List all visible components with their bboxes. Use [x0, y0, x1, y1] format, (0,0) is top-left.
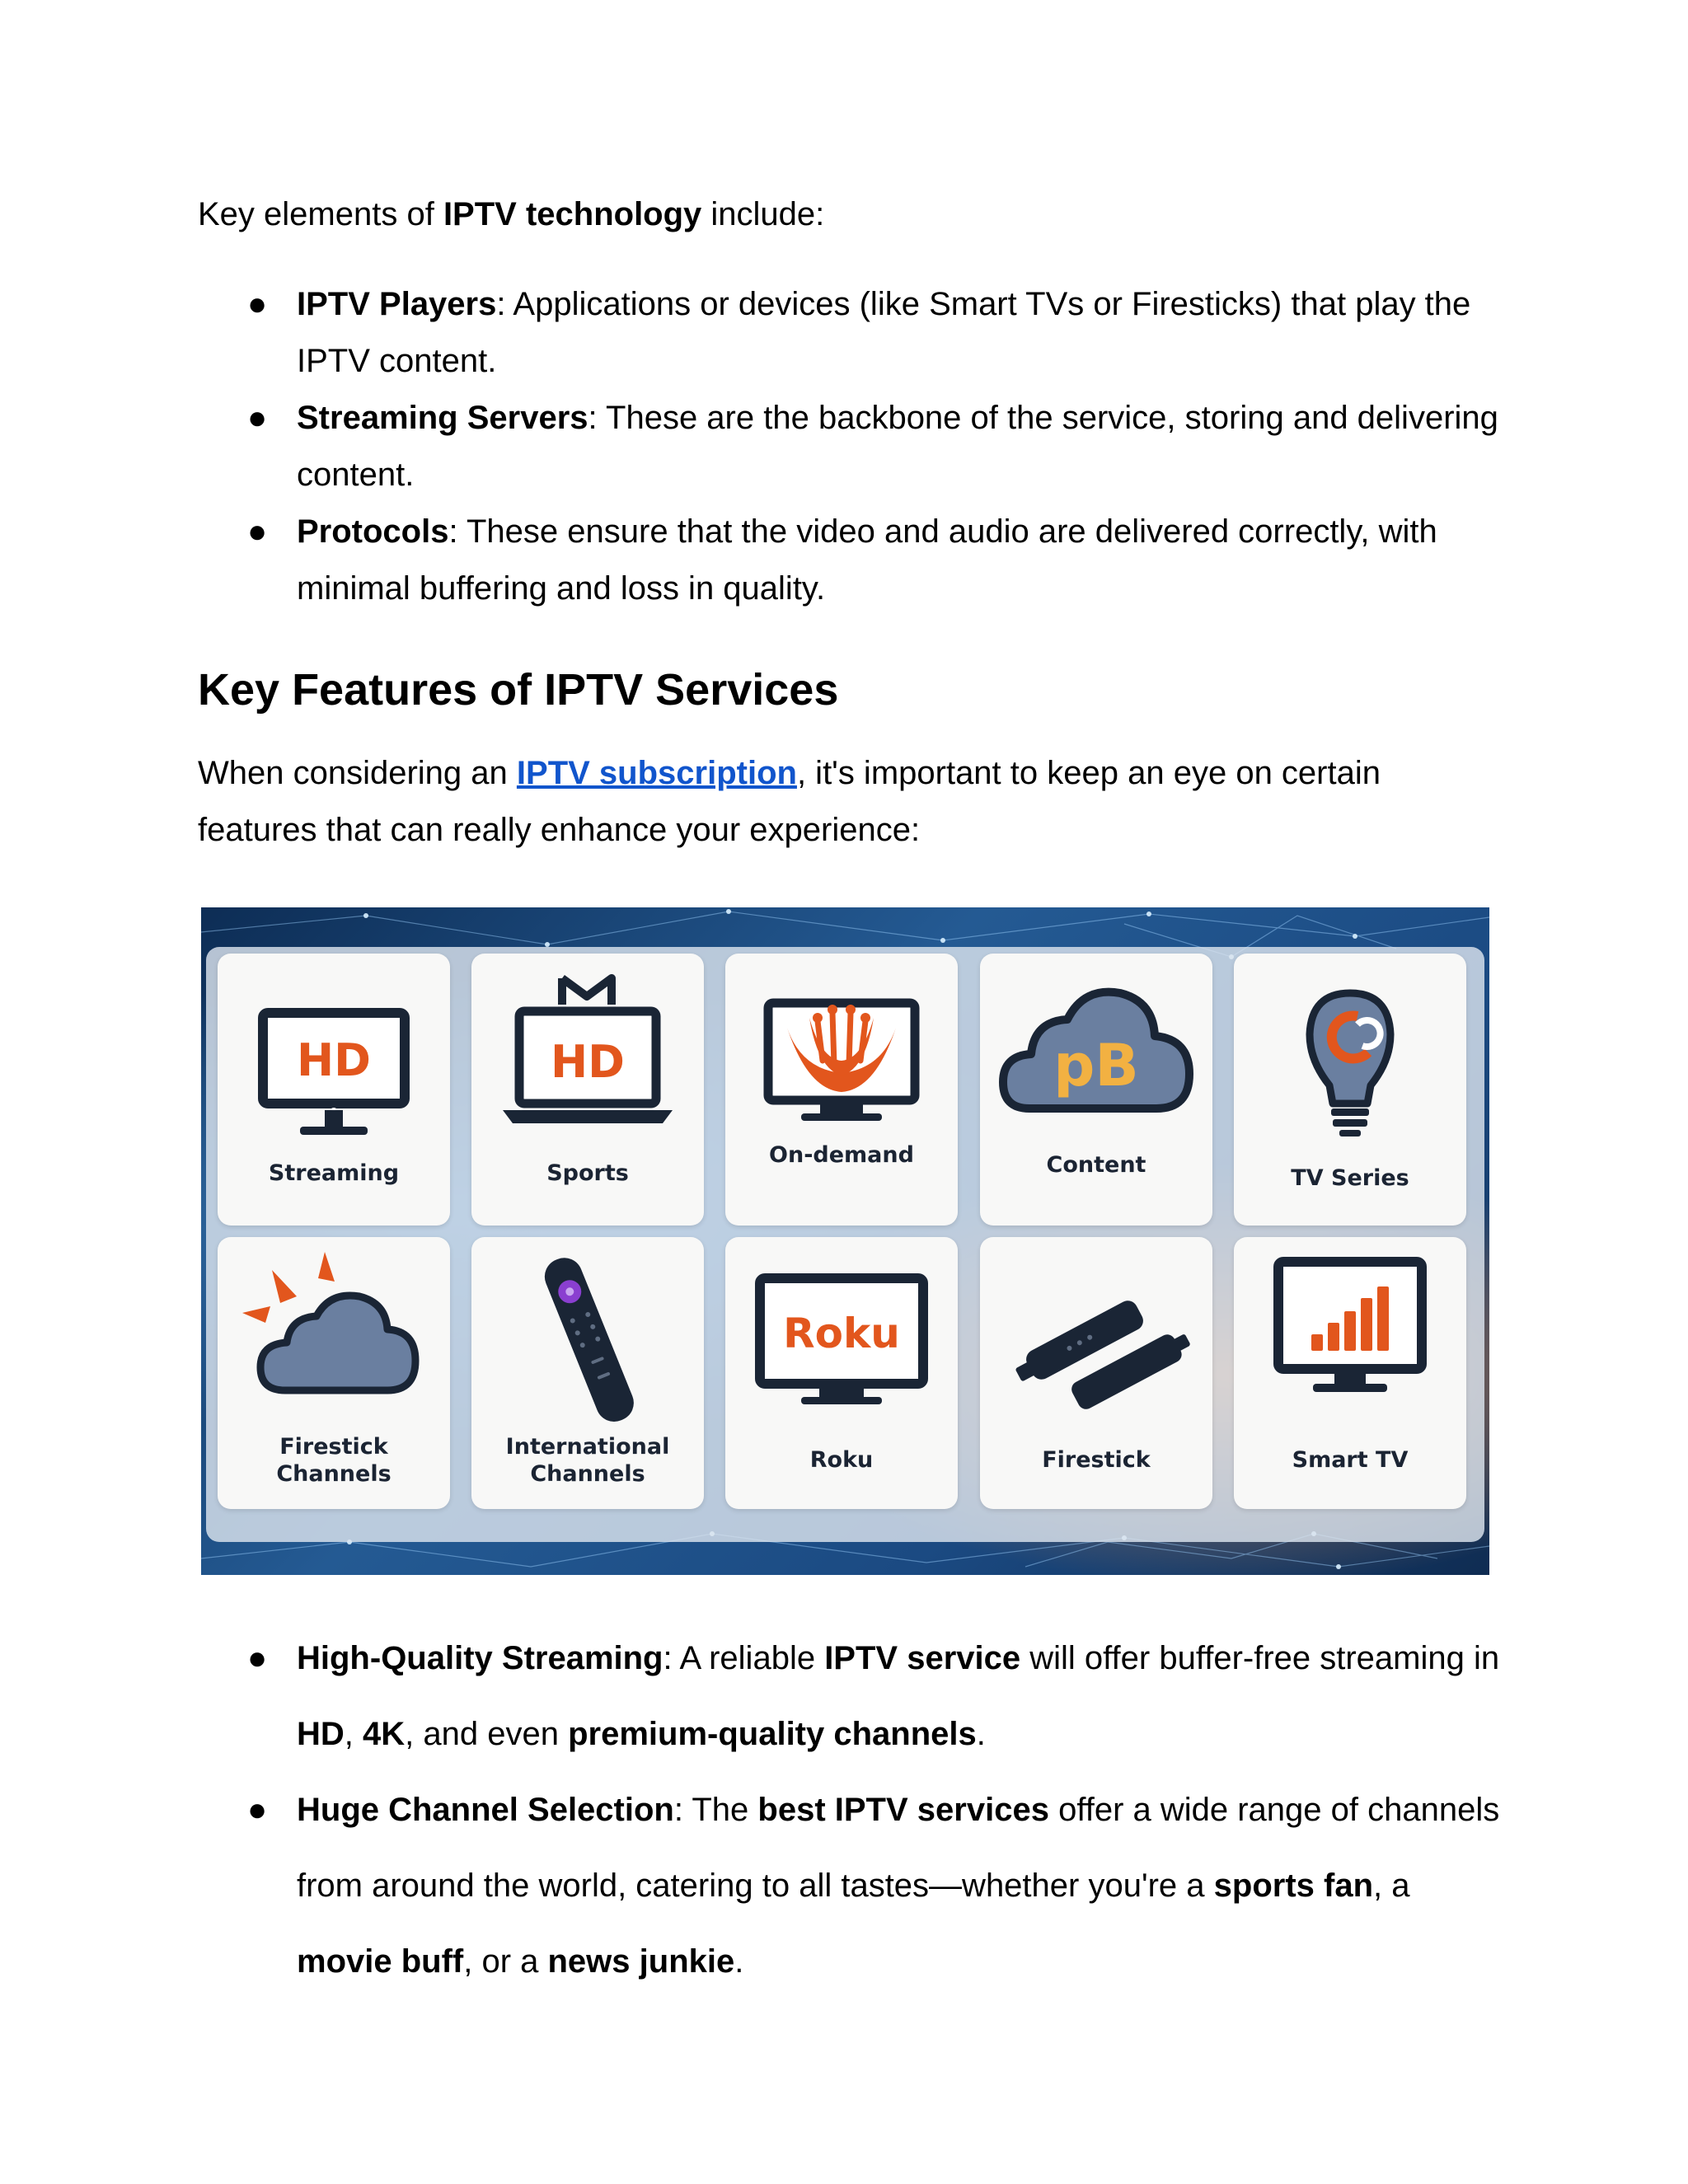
svg-text:Roku: Roku: [783, 1310, 900, 1357]
intro-bold: IPTV technology: [443, 196, 702, 232]
lead-text-end: , it's important to keep an eye on certain features that can really enhance your experience:: [198, 755, 1381, 848]
list-item-text: : These are the backbone of the service, storing and delivering content.: [297, 400, 1498, 493]
tile-label: Sports: [546, 1160, 629, 1186]
tile-firestick: [980, 1237, 1212, 1509]
cloud-icon: [980, 954, 1212, 1226]
tile-label: Streaming: [268, 1160, 400, 1186]
tile-on-demand: [725, 954, 958, 1226]
broadcast-monitor-icon: [725, 954, 958, 1226]
lead-paragraph: [198, 745, 1484, 859]
tile-label: Smart TV: [1292, 1447, 1409, 1473]
tile-label: Firestick: [1042, 1447, 1151, 1473]
tile-streaming: [218, 954, 450, 1226]
list-item: ● High-Quality Streaming: A reliable IPTV service will offer buffer-free streaming in HD, 4K, and even premium-quality channels.: [247, 1640, 1500, 1752]
tile-firestick-channels: [218, 1237, 450, 1509]
list-item-term: IPTV Players: [297, 286, 497, 322]
list-item-text: : Applications or devices (like Smart TVs or Firesticks) that play the IPTV content.: [297, 286, 1471, 379]
svg-text:pB: pB: [1053, 1032, 1139, 1099]
intro-paragraph: [198, 186, 1484, 243]
tile-label: TV Series: [1291, 1165, 1409, 1191]
intro-text-end: include:: [701, 196, 825, 232]
intro-text: Key elements of: [198, 196, 443, 232]
list-item: ● Huge Channel Selection: The best IPTV services offer a wide range of channels from around the world, catering to all tastes—whether you're a sports fan, a movie buff, or a news junkie.: [247, 1792, 1500, 1980]
features-figure: [201, 907, 1489, 1575]
features-list: [198, 1620, 1500, 1999]
section-heading: Key Features of IPTV Services: [198, 665, 839, 715]
tile-roku: [725, 1237, 958, 1509]
tile-smart-tv: [1234, 1237, 1466, 1509]
tile-international-channels: [471, 1237, 704, 1509]
list-item: ● Protocols: These ensure that the video and audio are delivered correctly, with minimal buffering and loss in quality.: [247, 513, 1437, 607]
svg-text:HD: HD: [550, 1036, 626, 1088]
tile-sports: [471, 954, 704, 1226]
tile-label: On-demand: [769, 1142, 914, 1168]
svg-text:HD: HD: [296, 1034, 372, 1086]
list-item-term: Streaming Servers: [297, 400, 588, 436]
tile-label: Firestick Channels: [276, 1434, 392, 1487]
tile-content: [980, 954, 1212, 1226]
lead-text: When considering an: [198, 755, 517, 791]
tile-tv-series: [1234, 954, 1466, 1226]
list-item: ● Streaming Servers: These are the backbone of the service, storing and delivering content.: [247, 400, 1498, 493]
tile-tray: [206, 947, 1484, 1542]
list-item-text: : These ensure that the video and audio are delivered correctly, with minimal buffering and loss in quality.: [297, 513, 1437, 607]
tile-label: Content: [1046, 1152, 1146, 1178]
list-item-term: Protocols: [297, 513, 449, 550]
iptv-subscription-link[interactable]: IPTV subscription: [516, 755, 797, 791]
elements-list: [198, 276, 1500, 617]
list-item: ● IPTV Players: Applications or devices (like Smart TVs or Firesticks) that play the IPTV content.: [247, 286, 1471, 379]
tile-label: Roku: [809, 1447, 874, 1473]
tile-label: International Channels: [505, 1434, 670, 1487]
